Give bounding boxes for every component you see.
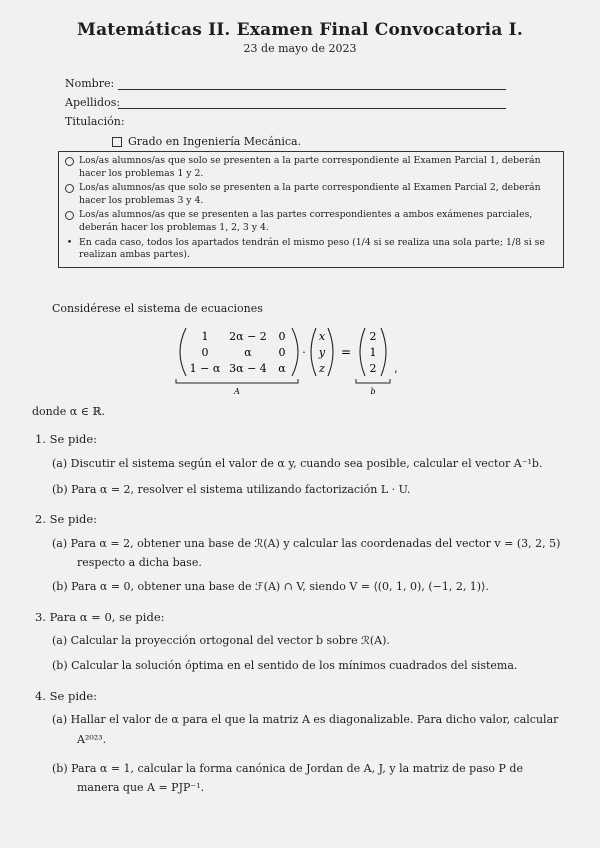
question-4b-cont: manera que A = PJP⁻¹. [77,781,205,794]
exam-title: Matemáticas II. Examen Final Convocatoria I. [77,20,523,40]
circle-icon[interactable] [65,157,74,166]
question-4: 4. Se pide: [35,689,98,703]
a31: 1 − α [189,362,221,375]
y-var: y [318,346,326,359]
a13: 0 [278,330,286,343]
a21: 0 [201,346,209,359]
system-intro: Considérese el sistema de ecuaciones [52,302,263,315]
surname-field-line[interactable] [118,108,506,109]
question-2b: (b) Para α = 0, obtener una base de ℱ(A) ∩ V, siendo V = ⟨(0, 1, 0), (−1, 2, 1)⟩. [52,580,489,593]
alpha-domain: donde α ∈ ℝ. [32,405,105,418]
question-2a-cont: respecto a dicha base. [77,556,202,569]
name-label: Nombre: [65,77,115,90]
a22: α [244,346,252,359]
question-2a: (a) Para α = 2, obtener una base de ℛ(A) y calcular las coordenadas del vector v = (3, 2, 5) [52,537,561,550]
question-1a: (a) Discutir el sistema según el valor de α y, cuando sea posible, calcular el vector A⁻¹b. [52,457,543,470]
question-4b: (b) Para α = 1, calcular la forma canónica de Jordan de A, J, y la matriz de paso P de [52,762,523,775]
a33: α [278,362,286,375]
a32: 3α − 4 [229,362,267,375]
question-3a: (a) Calcular la proyección ortogonal del vector b sobre ℛ(A). [52,634,390,647]
x-var: x [318,330,326,343]
degree-option-label: Grado en Ingeniería Mecánica. [128,135,302,148]
question-4a: (a) Hallar el valor de α para el que la matriz A es diagonalizable. Para dicho valor, calcular [52,713,559,726]
z-var: z [319,362,325,375]
degree-option[interactable] [112,135,301,148]
equals-sign: = [340,345,352,359]
checkbox-icon[interactable] [112,137,122,147]
circle-icon[interactable] [65,211,74,220]
instruction-item: Los/as alumnos/as que solo se presenten a la parte correspondiente al Examen Parcial 2, deberán hacer los problemas 3 y 4. [65,182,557,207]
trailing-comma: , [394,362,398,375]
circle-icon[interactable] [65,184,74,193]
instructions-box [58,151,564,268]
a23: 0 [278,346,286,359]
degree-label: Titulación: [65,115,125,128]
instruction-item: Los/as alumnos/as que solo se presenten a la parte correspondiente al Examen Parcial 1, deberán hacer los problemas 1 y 2. [65,155,557,180]
matrix-equation [0,322,600,402]
question-3b: (b) Calcular la solución óptima en el sentido de los mínimos cuadrados del sistema. [52,659,518,672]
bullet-icon: • [66,236,73,248]
a12: 2α − 2 [229,330,267,343]
name-field-line[interactable] [118,89,506,90]
question-1: 1. Se pide: [35,432,98,446]
question-1b: (b) Para α = 2, resolver el sistema utilizando factorización L · U. [52,483,411,496]
instruction-item: Los/as alumnos/as que se presenten a las partes correspondientes a ambos exámenes parciales, deberán hacer los problemas 1, 2, 3 y 4. [65,209,557,234]
surname-label: Apellidos: [65,96,121,109]
instruction-item: • En cada caso, todos los apartados tendrán el mismo peso (1/4 si se realiza una sola parte; 1/8 si se realizan ambas partes). [66,236,545,261]
b3: 2 [369,362,377,375]
question-3: 3. Para α = 0, se pide: [35,610,165,624]
b2: 1 [369,346,377,359]
label-A: A [234,387,240,396]
label-b: b [370,387,376,396]
question-4a-cont: A²⁰²³. [77,733,107,746]
exam-date: 23 de mayo de 2023 [243,42,357,55]
dot-operator: · [302,346,306,359]
question-2: 2. Se pide: [35,512,98,526]
b1: 2 [369,330,377,343]
a11: 1 [201,330,209,343]
